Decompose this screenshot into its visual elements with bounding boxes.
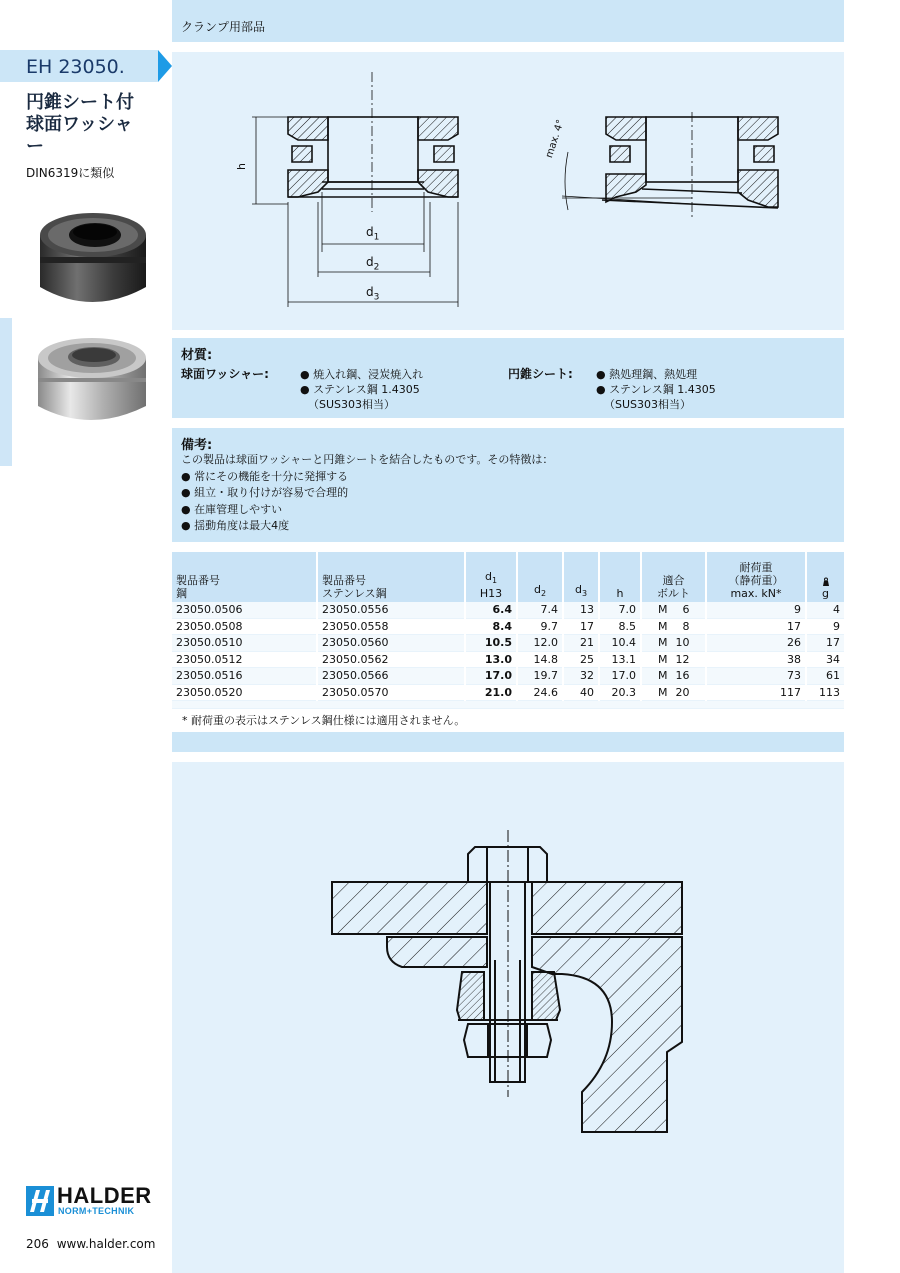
brand-logo xyxy=(26,1183,161,1218)
stainless-cell: 23050.0562 xyxy=(317,651,465,668)
d3-cell: 17 xyxy=(563,618,599,635)
d3-sub: 3 xyxy=(581,589,588,598)
weight-icon xyxy=(821,577,831,587)
d3-cell: 40 xyxy=(563,684,599,701)
col-bolt-header xyxy=(641,552,706,602)
washer-material-item: （SUS303相当） xyxy=(308,398,396,411)
col-load-header xyxy=(706,552,806,602)
seat-material-item: ● ステンレス鋼 1.4305 xyxy=(596,383,716,396)
dim-d2-sub: 2 xyxy=(373,262,380,273)
weight-cell: 9 xyxy=(806,618,844,635)
dim-d1-text: d xyxy=(366,225,374,239)
steel-cell: 23050.0516 xyxy=(172,668,317,685)
title-line-3: ー xyxy=(26,136,44,157)
brand-subtitle: NORM+TECHNIK xyxy=(58,1206,135,1216)
stainless-cell: 23050.0560 xyxy=(317,635,465,652)
bolt-size: 20 xyxy=(675,685,690,699)
dim-d1-label xyxy=(366,225,379,242)
washer-section-drawing xyxy=(172,52,844,330)
max-angle-label: max. 4° xyxy=(544,118,567,160)
bolt-cell xyxy=(641,651,706,668)
notes-intro: この製品は球面ワッシャーと円錐シートを結合したものです。その特徴は： xyxy=(181,453,554,466)
col-d2-header xyxy=(517,552,563,602)
halder-logo-icon xyxy=(26,1186,54,1216)
table-row xyxy=(172,651,844,668)
table-row xyxy=(172,668,844,685)
bolt-size: 6 xyxy=(682,603,690,616)
load-cell: 26 xyxy=(706,635,806,652)
table-row xyxy=(172,635,844,652)
bolt-cell xyxy=(641,684,706,701)
bolt-prefix: M xyxy=(658,603,668,616)
col-steel-header xyxy=(172,552,317,602)
washer-material-item: ● 焼入れ鋼、浸炭焼入れ xyxy=(300,368,424,381)
d2-cell: 12.0 xyxy=(517,635,563,652)
brand-name: HALDER xyxy=(57,1183,152,1208)
category-label: クランプ用部品 xyxy=(181,20,266,34)
col-d3-header xyxy=(563,552,599,602)
load-cell: 9 xyxy=(706,602,806,618)
bolt-prefix: M xyxy=(658,619,668,633)
d1-cell: 17.0 xyxy=(465,668,517,685)
weight-cell: 17 xyxy=(806,635,844,652)
weight-cell: 4 xyxy=(806,602,844,618)
dim-d1-sub: 1 xyxy=(373,232,380,243)
stainless-cell: 23050.0558 xyxy=(317,618,465,635)
bolt-cell xyxy=(641,618,706,635)
bolt-size: 8 xyxy=(682,619,690,633)
notes-item: ● 揺動角度は最大4度 xyxy=(181,519,290,532)
bolt-size: 16 xyxy=(675,669,690,682)
load-line2: （静荷重） xyxy=(728,574,784,587)
product-title xyxy=(26,92,134,158)
title-line-1: 円錐シート付 xyxy=(26,92,134,113)
d2-symbol: d xyxy=(533,582,541,596)
bolt-cell xyxy=(641,668,706,685)
d3-symbol: d xyxy=(574,582,582,596)
stainless-cell: 23050.0566 xyxy=(317,668,465,685)
d1-sub: 1 xyxy=(491,576,498,585)
load-cell: 38 xyxy=(706,651,806,668)
notes-body xyxy=(181,452,553,535)
col-stainless-header xyxy=(317,552,465,602)
d1-cell: 13.0 xyxy=(465,651,517,668)
d3-cell: 21 xyxy=(563,635,599,652)
notes-panel xyxy=(172,428,844,542)
steel-cell: 23050.0510 xyxy=(172,635,317,652)
assembly-panel xyxy=(172,762,844,1273)
black-washer-photo xyxy=(30,205,155,315)
page-footer xyxy=(26,1237,155,1251)
page-number: 206 xyxy=(26,1237,49,1251)
dim-h-label: h xyxy=(234,163,248,170)
h-cell: 17.0 xyxy=(599,668,641,685)
stainless-cell: 23050.0556 xyxy=(317,602,465,618)
col-steel-line2: 鋼 xyxy=(176,587,187,600)
d1-tolerance: H13 xyxy=(479,587,503,600)
table-row xyxy=(172,602,844,618)
seat-material-item: （SUS303相当） xyxy=(604,398,692,411)
product-code-banner xyxy=(0,50,158,82)
d2-cell: 7.4 xyxy=(517,602,563,618)
d2-cell: 14.8 xyxy=(517,651,563,668)
side-tab-marker xyxy=(0,318,12,466)
col-d1-header xyxy=(465,552,517,602)
seat-material-label: 円錐シート: xyxy=(508,367,573,381)
d3-cell: 13 xyxy=(563,602,599,618)
col-h-header: h xyxy=(599,552,641,602)
d1-cell: 8.4 xyxy=(465,618,517,635)
washer-material-label: 球面ワッシャー: xyxy=(181,367,269,381)
col-stainless-line1: 製品番号 xyxy=(322,574,366,587)
d1-symbol: d xyxy=(484,569,492,583)
notes-item: ● 組立・取り付けが容易で合理的 xyxy=(181,486,349,499)
bolt-cell xyxy=(641,602,706,618)
d3-cell: 25 xyxy=(563,651,599,668)
d1-cell: 6.4 xyxy=(465,602,517,618)
notes-item: ● 在庫管理しやすい xyxy=(181,502,283,516)
load-cell: 17 xyxy=(706,618,806,635)
d2-cell: 24.6 xyxy=(517,684,563,701)
banner-arrow-icon xyxy=(158,50,172,82)
steel-cell: 23050.0508 xyxy=(172,618,317,635)
material-panel xyxy=(172,338,844,418)
standard-note: DIN6319に類似 xyxy=(26,166,115,180)
d2-cell: 19.7 xyxy=(517,668,563,685)
bolt-prefix: M xyxy=(658,636,668,649)
d1-cell: 10.5 xyxy=(465,635,517,652)
weight-unit: g xyxy=(822,587,829,600)
table-spacer-row xyxy=(172,701,844,709)
h-cell: 10.4 xyxy=(599,635,641,652)
col-steel-line1: 製品番号 xyxy=(176,574,220,587)
bolt-prefix: M xyxy=(658,685,668,699)
weight-cell: 113 xyxy=(806,684,844,701)
load-cell: 73 xyxy=(706,668,806,685)
seat-material-item: ● 熱処理鋼、熱処理 xyxy=(596,368,698,381)
title-line-2: 球面ワッシャ xyxy=(26,114,133,135)
bolt-prefix: M xyxy=(658,652,668,666)
d2-cell: 9.7 xyxy=(517,618,563,635)
steel-cell: 23050.0506 xyxy=(172,602,317,618)
h-cell: 7.0 xyxy=(599,602,641,618)
bolt-size: 12 xyxy=(675,652,690,666)
bolt-line1: 適合 xyxy=(662,574,685,587)
load-line3: max. kN* xyxy=(730,587,782,600)
bolt-prefix: M xyxy=(658,669,668,682)
steel-cell: 23050.0520 xyxy=(172,684,317,701)
weight-cell: 61 xyxy=(806,668,844,685)
table-header-row xyxy=(172,552,844,602)
dim-d3-text: d xyxy=(366,285,374,299)
bolt-cell xyxy=(641,635,706,652)
table-row xyxy=(172,684,844,701)
spacer-bar xyxy=(172,732,844,752)
load-cell: 117 xyxy=(706,684,806,701)
steel-washer-photo xyxy=(28,330,153,430)
washer-material-item: ● ステンレス鋼 1.4305 xyxy=(300,383,420,396)
notes-item: ● 常にその機能を十分に発揮する xyxy=(181,469,349,483)
table-footnote: * 耐荷重の表示はステンレス鋼仕様には適用されません。 xyxy=(182,714,466,727)
table-row xyxy=(172,618,844,635)
drawing-panel xyxy=(172,52,844,330)
bolt-size: 10 xyxy=(675,636,690,649)
bolt-line2: ボルト xyxy=(657,587,690,600)
stainless-cell: 23050.0570 xyxy=(317,684,465,701)
spec-table-wrapper xyxy=(172,552,844,709)
notes-heading: 備考: xyxy=(181,438,213,453)
h-cell: 20.3 xyxy=(599,684,641,701)
h-cell: 13.1 xyxy=(599,651,641,668)
spec-table xyxy=(172,552,844,709)
d2-sub: 2 xyxy=(540,589,547,598)
steel-cell: 23050.0512 xyxy=(172,651,317,668)
material-heading: 材質: xyxy=(181,348,213,363)
page-header xyxy=(172,0,844,42)
d1-cell: 21.0 xyxy=(465,684,517,701)
h-cell: 8.5 xyxy=(599,618,641,635)
website-link[interactable]: www.halder.com xyxy=(56,1237,156,1251)
seat-material-list xyxy=(596,367,716,412)
dim-d2-text: d xyxy=(366,255,374,269)
washer-material-list xyxy=(300,367,423,412)
dim-d3-label xyxy=(366,285,379,302)
product-code: EH 23050. xyxy=(26,56,125,78)
weight-cell: 34 xyxy=(806,651,844,668)
col-stainless-line2: ステンレス鋼 xyxy=(322,587,387,600)
col-weight-header xyxy=(806,552,844,602)
dim-d3-sub: 3 xyxy=(373,292,380,303)
d3-cell: 32 xyxy=(563,668,599,685)
load-line1: 耐荷重 xyxy=(739,561,773,574)
dim-d2-label xyxy=(366,255,379,272)
assembly-drawing xyxy=(172,762,844,1273)
